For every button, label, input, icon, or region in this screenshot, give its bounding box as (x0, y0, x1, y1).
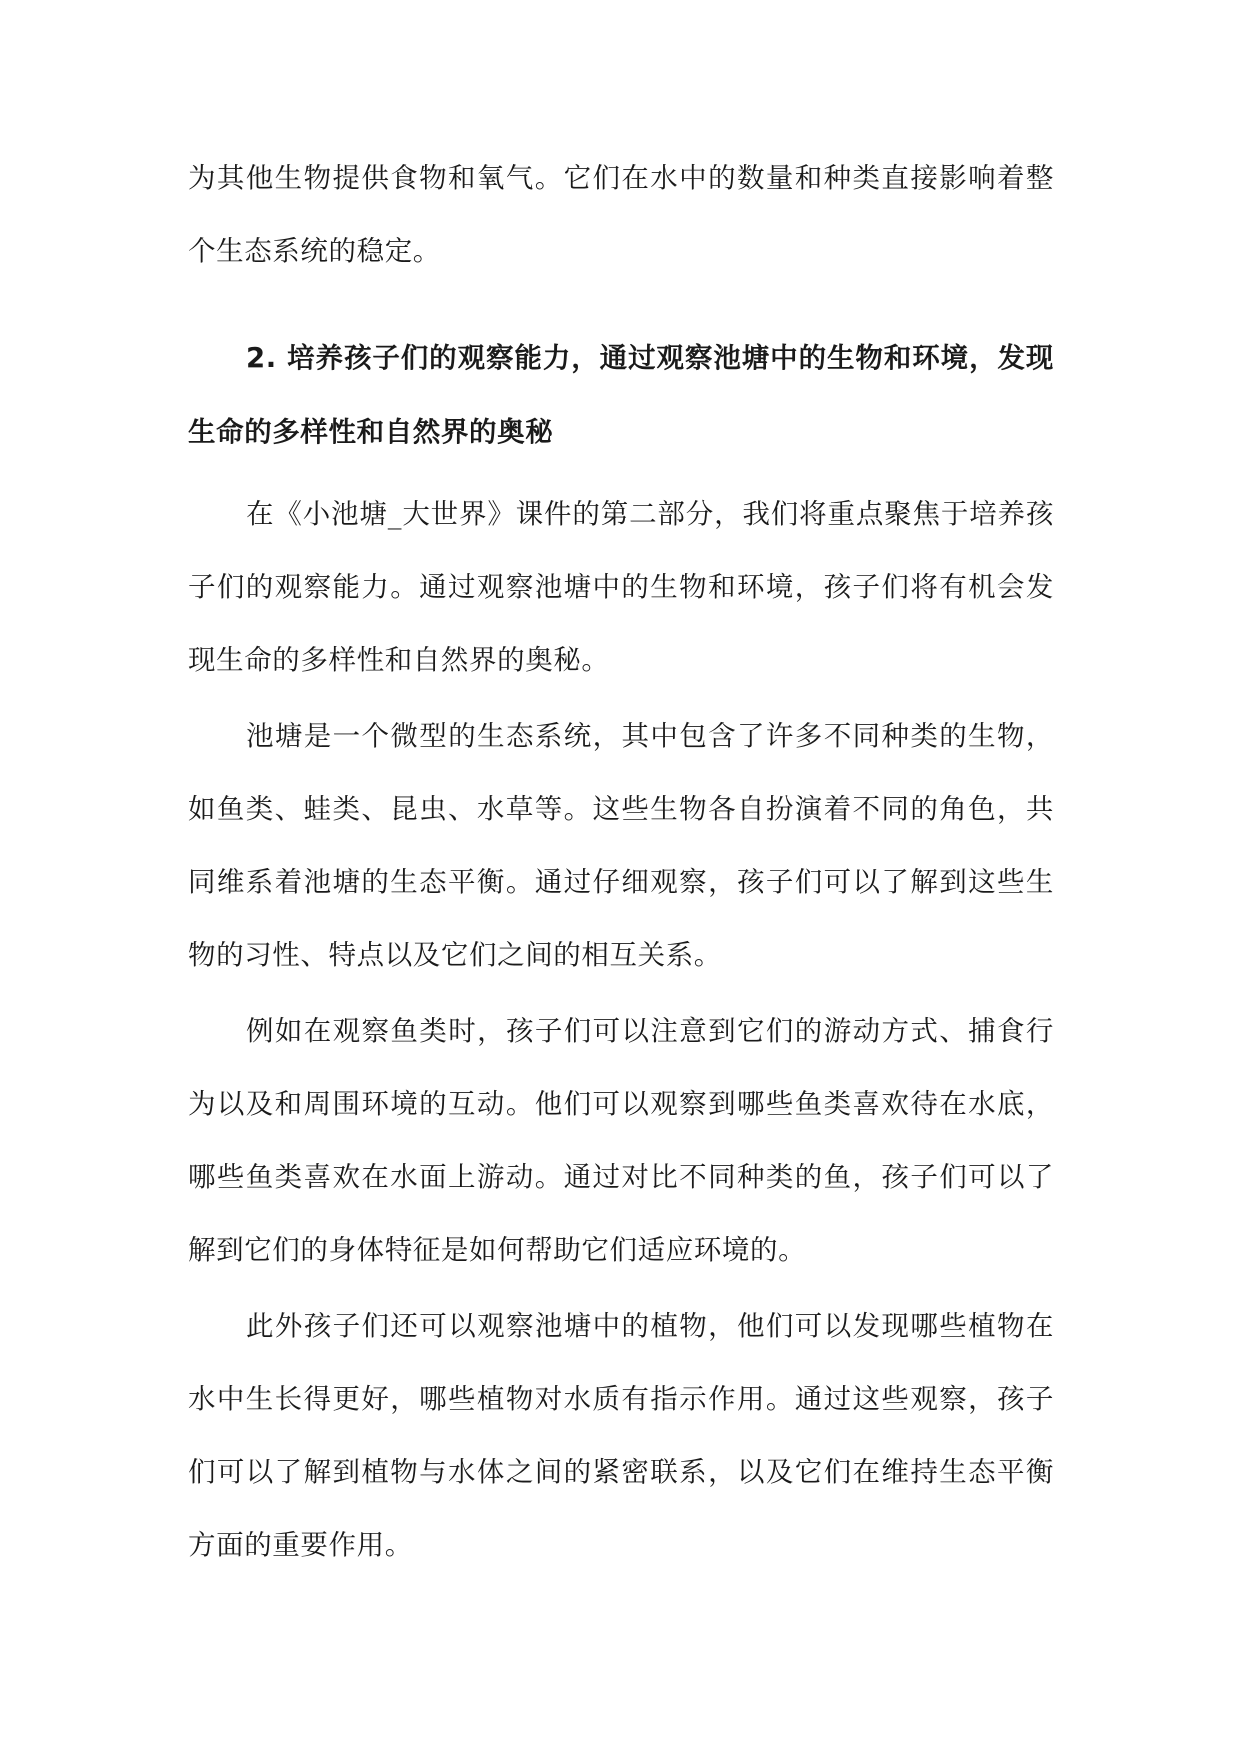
paragraph-3: 例如在观察鱼类时，孩子们可以注意到它们的游动方式、捕食行为以及和周围环境的互动。他们可以观察到哪些鱼类喜欢待在水底，哪些鱼类喜欢在水面上游动。通过对比不同种类的鱼，孩子们可以了解到它们的身体特征是如何帮助它们适应环境的。 (188, 1015, 1054, 1266)
document-body (188, 142, 1054, 1582)
section-title: 培养孩子们的观察能力，通过观察池塘中的生物和环境，发现生命的多样性和自然界的奥秘 (188, 342, 1054, 448)
section-heading (188, 321, 1054, 469)
paragraph-2: 池塘是一个微型的生态系统，其中包含了许多不同种类的生物，如鱼类、蛙类、昆虫、水草等。这些生物各自扮演着不同的角色，共同维系着池塘的生态平衡。通过仔细观察，孩子们可以了解到这些生物的习性、特点以及它们之间的相互关系。 (188, 720, 1054, 971)
paragraph-continued: 为其他生物提供食物和氧气。它们在水中的数量和种类直接影响着整个生态系统的稳定。 (188, 162, 1054, 267)
paragraph-1: 在《小池塘_大世界》课件的第二部分，我们将重点聚焦于培养孩子们的观察能力。通过观察池塘中的生物和环境，孩子们将有机会发现生命的多样性和自然界的奥秘。 (188, 498, 1054, 676)
section-number: 2. (246, 342, 277, 374)
paragraph-4: 此外孩子们还可以观察池塘中的植物，他们可以发现哪些植物在水中生长得更好，哪些植物对水质有指示作用。通过这些观察，孩子们可以了解到植物与水体之间的紧密联系，以及它们在维持生态平衡方面的重要作用。 (188, 1310, 1054, 1561)
